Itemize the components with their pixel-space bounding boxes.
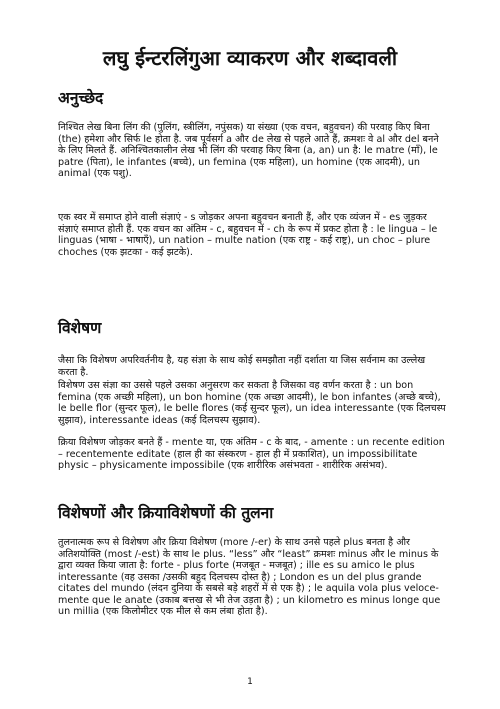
articles-paragraph-1: निश्चित लेख बिना लिंग की (पुलिंग, स्त्रीलिंग, नपुंसक) या संख्या (एक वचन, बहुवचन) की परवाह किए बिना (the) हमेशा और सिर्फ le होता है. जब पूर्वसर्ग a और de लेख से पहले आते हैं, क्रमशः वे al और del बनने के लिए मिलते हैं. अनिश्चितकालीन लेख भी लिंग की परवाह किए बिना (a, an) un है: le matre (माँ), le patre (पिता), le infantes (बच्चे), un femina (एक महिला), un homine (एक आदमी), un animal (एक पशु).	[58, 122, 439, 179]
comparison-paragraph: तुलनात्मक रूप से विशेषण और क्रिया विशेषण (more /-er) के साथ उनसे पहले plus बनता है और अतिशयोक्ति (most /-est) के साथ le plus. “less” और “least” क्रमशः minus और le minus के द्वारा व्यक्त किया जाता है: forte - plus forte (मजबूत - मजबूत) ; ille es su amico le plus interessante (वह उसका /उसकी बहुद दिलचस्प दोस्त है) ; London es un del plus grande citates del mundo (लंदन दुनिया के सबसे बड़े शहरों में से एक है) ; le aquila vola plus veloce-mente que le anate (उकाब बत्तख से भी तेज उड़ता है) ; un kilometro es minus longe que un millia (एक किलोमीटर एक मील से कम लंबा होता है).	[58, 537, 441, 617]
page-number: 1	[247, 677, 253, 687]
adjectives-paragraph-1: जैसा कि विशेषण अपरिवर्तनीय है, यह संज्ञा के साथ कोई समझौता नहीं दर्शाता या जिस सर्वनाम का उल्लेख करता है.	[58, 355, 426, 378]
adverbs-paragraph: क्रिया विशेषण जोड़कर बनते हैं - mente या, एक अंतिम - c के बाद, - amente : un recente edition – recentemente editate (हाल ही का संस्करण - हाल ही में प्रकाशित), un impossibilitate physic – physicamente impossibile (एक शारीरिक असंभवता - शारीरिक असंभव).	[58, 437, 445, 471]
section-heading-comparison: विशेषणों और क्रियाविशेषणों की तुलना	[58, 504, 274, 522]
section-heading-articles: अनुच्छेद	[58, 89, 104, 107]
page-title: लघु ईन्टरलिंगुआ व्याकरण और शब्दावली	[102, 46, 398, 70]
adjectives-paragraph-2: विशेषण उस संज्ञा का उससे पहले उसका अनुसरण कर सकता है जिसका वह वर्णन करता है : un bon femina (एक अच्छी महिला), un bon homine (एक अच्छा आदमी), le bon infantes (अच्छे बच्चे), le belle flor (सुन्दर फूल), le belle flores (कई सुन्दर फूल), un idea interessante (एक दिलचस्प सुझाव), interessante ideas (कई दिलचस्प सुझाव).	[58, 380, 446, 426]
articles-paragraph-2: एक स्वर में समाप्त होने वाली संज्ञाएं - s जोड़कर अपना बहुवचन बनाती हैं, और एक व्यंजन में - es जुड़कर संज्ञाएं समाप्त होती हैं. एक वचन का अंतिम - c, बहुवचन में - ch के रूप में प्रकट होता है : le lingua – le linguas (भाषा - भाषाएँ), un nation – multe nation (एक राष्ट्र - कई राष्ट्र), un choc – plure choches (एक झटका - कई झटके).	[58, 212, 438, 258]
section-heading-adjectives: विशेषण	[58, 319, 102, 337]
